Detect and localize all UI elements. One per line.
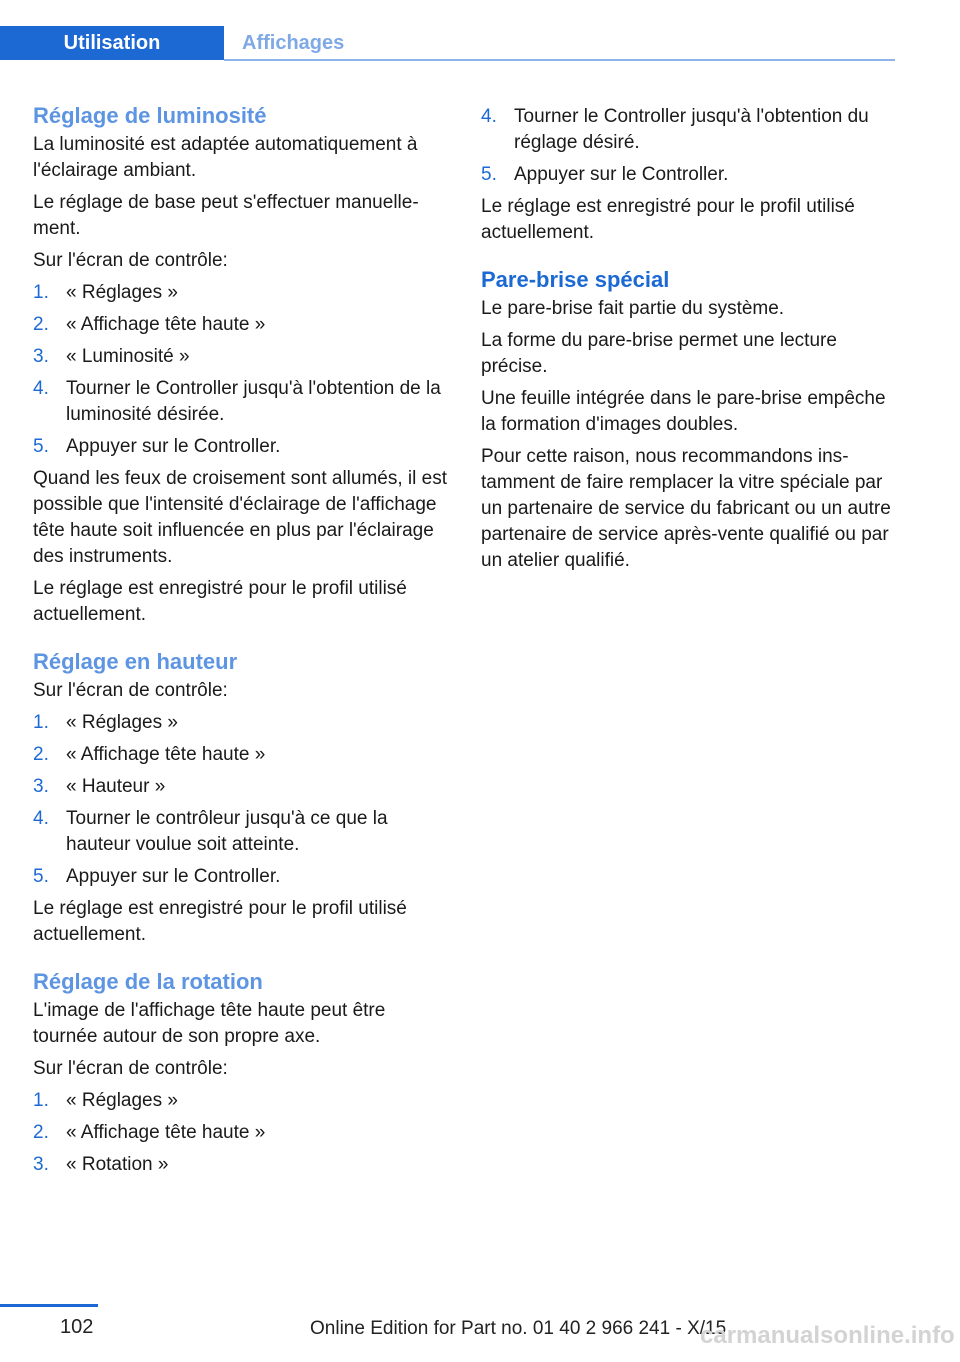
- step-number: 3.: [33, 776, 49, 797]
- edition-text: Online Edition for Part no. 01 40 2 966 241 - X/15: [310, 1318, 727, 1339]
- list-item: [481, 162, 899, 188]
- paragraph: Le pare-brise fait partie du système.: [481, 298, 785, 319]
- right-column: [481, 100, 899, 580]
- list-item: [33, 710, 451, 736]
- step-text: « Réglages »: [66, 282, 178, 303]
- list-item: [33, 280, 451, 306]
- step-text: Appuyer sur le Controller.: [66, 436, 281, 457]
- step-text: « Luminosité »: [66, 346, 190, 367]
- step-number: 2.: [33, 744, 49, 765]
- tab-utilisation[interactable]: [0, 26, 224, 60]
- list-item: [33, 806, 451, 858]
- step-text: Tourner le contrôleur jusqu'à ce que la hauteur voulue soit atteinte.: [66, 808, 388, 855]
- step-text: Appuyer sur le Controller.: [66, 866, 281, 887]
- step-number: 1.: [33, 282, 49, 303]
- step-number: 3.: [33, 346, 49, 367]
- step-text: « Affichage tête haute »: [66, 1122, 266, 1143]
- step-text: Appuyer sur le Controller.: [514, 164, 729, 185]
- paragraph: Sur l'écran de contrôle:: [33, 1058, 228, 1079]
- section-title-luminosite: Réglage de luminosité: [33, 103, 267, 128]
- step-number: 2.: [33, 1122, 49, 1143]
- step-number: 3.: [33, 1154, 49, 1175]
- step-number: 1.: [33, 712, 49, 733]
- step-text: « Réglages »: [66, 1090, 178, 1111]
- step-text: « Réglages »: [66, 712, 178, 733]
- step-text: Tourner le Controller jusqu'à l'obtention de la luminosité désirée.: [66, 378, 441, 425]
- footer-rule: [0, 1304, 98, 1307]
- tab-affichages[interactable]: [224, 26, 344, 60]
- paragraph: Sur l'écran de contrôle:: [33, 680, 228, 701]
- list-item: [33, 742, 451, 768]
- header-tabs: [0, 26, 895, 62]
- paragraph: La forme du pare-brise permet une lecture précise.: [481, 330, 837, 377]
- list-item: [33, 1088, 451, 1114]
- paragraph: Le réglage est enregistré pour le profil utilisé actuellement.: [33, 898, 407, 945]
- step-number: 2.: [33, 314, 49, 335]
- steps-list-rotation-continued: [481, 104, 899, 188]
- steps-list-rotation: [33, 1088, 451, 1178]
- section-title-rotation: Réglage de la rotation: [33, 969, 263, 994]
- step-text: « Affichage tête haute »: [66, 744, 266, 765]
- step-text: « Affichage tête haute »: [66, 314, 266, 335]
- list-item: [33, 1152, 451, 1178]
- section-title-pare-brise: Pare-brise spécial: [481, 267, 670, 292]
- step-number: 4.: [33, 378, 49, 399]
- list-item: [33, 774, 451, 800]
- list-item: [33, 434, 451, 460]
- list-item: [33, 312, 451, 338]
- section-title-hauteur: Réglage en hauteur: [33, 649, 238, 674]
- step-number: 5.: [33, 436, 49, 457]
- tab-affichages-label: Affichages: [242, 31, 345, 54]
- list-item: [33, 864, 451, 890]
- left-column: [33, 100, 451, 1184]
- step-text: Tourner le Controller jusqu'à l'obtention du réglage désiré.: [514, 106, 869, 153]
- step-number: 5.: [33, 866, 49, 887]
- paragraph: La luminosité est adaptée automatiquement à l'éclairage ambiant.: [33, 134, 418, 181]
- paragraph: Le réglage est enregistré pour le profil utilisé actuellement.: [33, 578, 407, 625]
- paragraph: Une feuille intégrée dans le pare-brise empêche la formation d'images doubles.: [481, 388, 886, 435]
- list-item: [33, 1120, 451, 1146]
- step-text: « Rotation »: [66, 1154, 169, 1175]
- steps-list-luminosite: [33, 280, 451, 460]
- paragraph: Le réglage est enregistré pour le profil utilisé actuellement.: [481, 196, 855, 243]
- header-rule: [224, 59, 895, 61]
- step-number: 4.: [33, 808, 49, 829]
- list-item: [33, 376, 451, 428]
- step-number: 5.: [481, 164, 497, 185]
- paragraph: L'image de l'affichage tête haute peut être tournée autour de son propre axe.: [33, 1000, 386, 1047]
- paragraph: Quand les feux de croisement sont allumés, il est possible que l'intensité d'éclairage de l'affichage tête haute soit influencée en plus par l'éclairage des instruments.: [33, 468, 447, 567]
- paragraph: Sur l'écran de contrôle:: [33, 250, 228, 271]
- list-item: [481, 104, 899, 156]
- watermark: carmanualsonline.info: [700, 1322, 955, 1349]
- tab-utilisation-label: Utilisation: [63, 31, 161, 54]
- step-text: « Hauteur »: [66, 776, 166, 797]
- steps-list-hauteur: [33, 710, 451, 890]
- paragraph: Le réglage de base peut s'effectuer manuellement.: [33, 192, 419, 239]
- list-item: [33, 344, 451, 370]
- step-number: 4.: [481, 106, 497, 127]
- paragraph: Pour cette raison, nous recommandons instamment de faire remplacer la vitre spéciale par un partenaire de service du fabricant ou un autre partenaire de service après-vente qualifié ou par un atelier qualifié.: [481, 446, 891, 571]
- page-number: 102: [60, 1316, 94, 1338]
- step-number: 1.: [33, 1090, 49, 1111]
